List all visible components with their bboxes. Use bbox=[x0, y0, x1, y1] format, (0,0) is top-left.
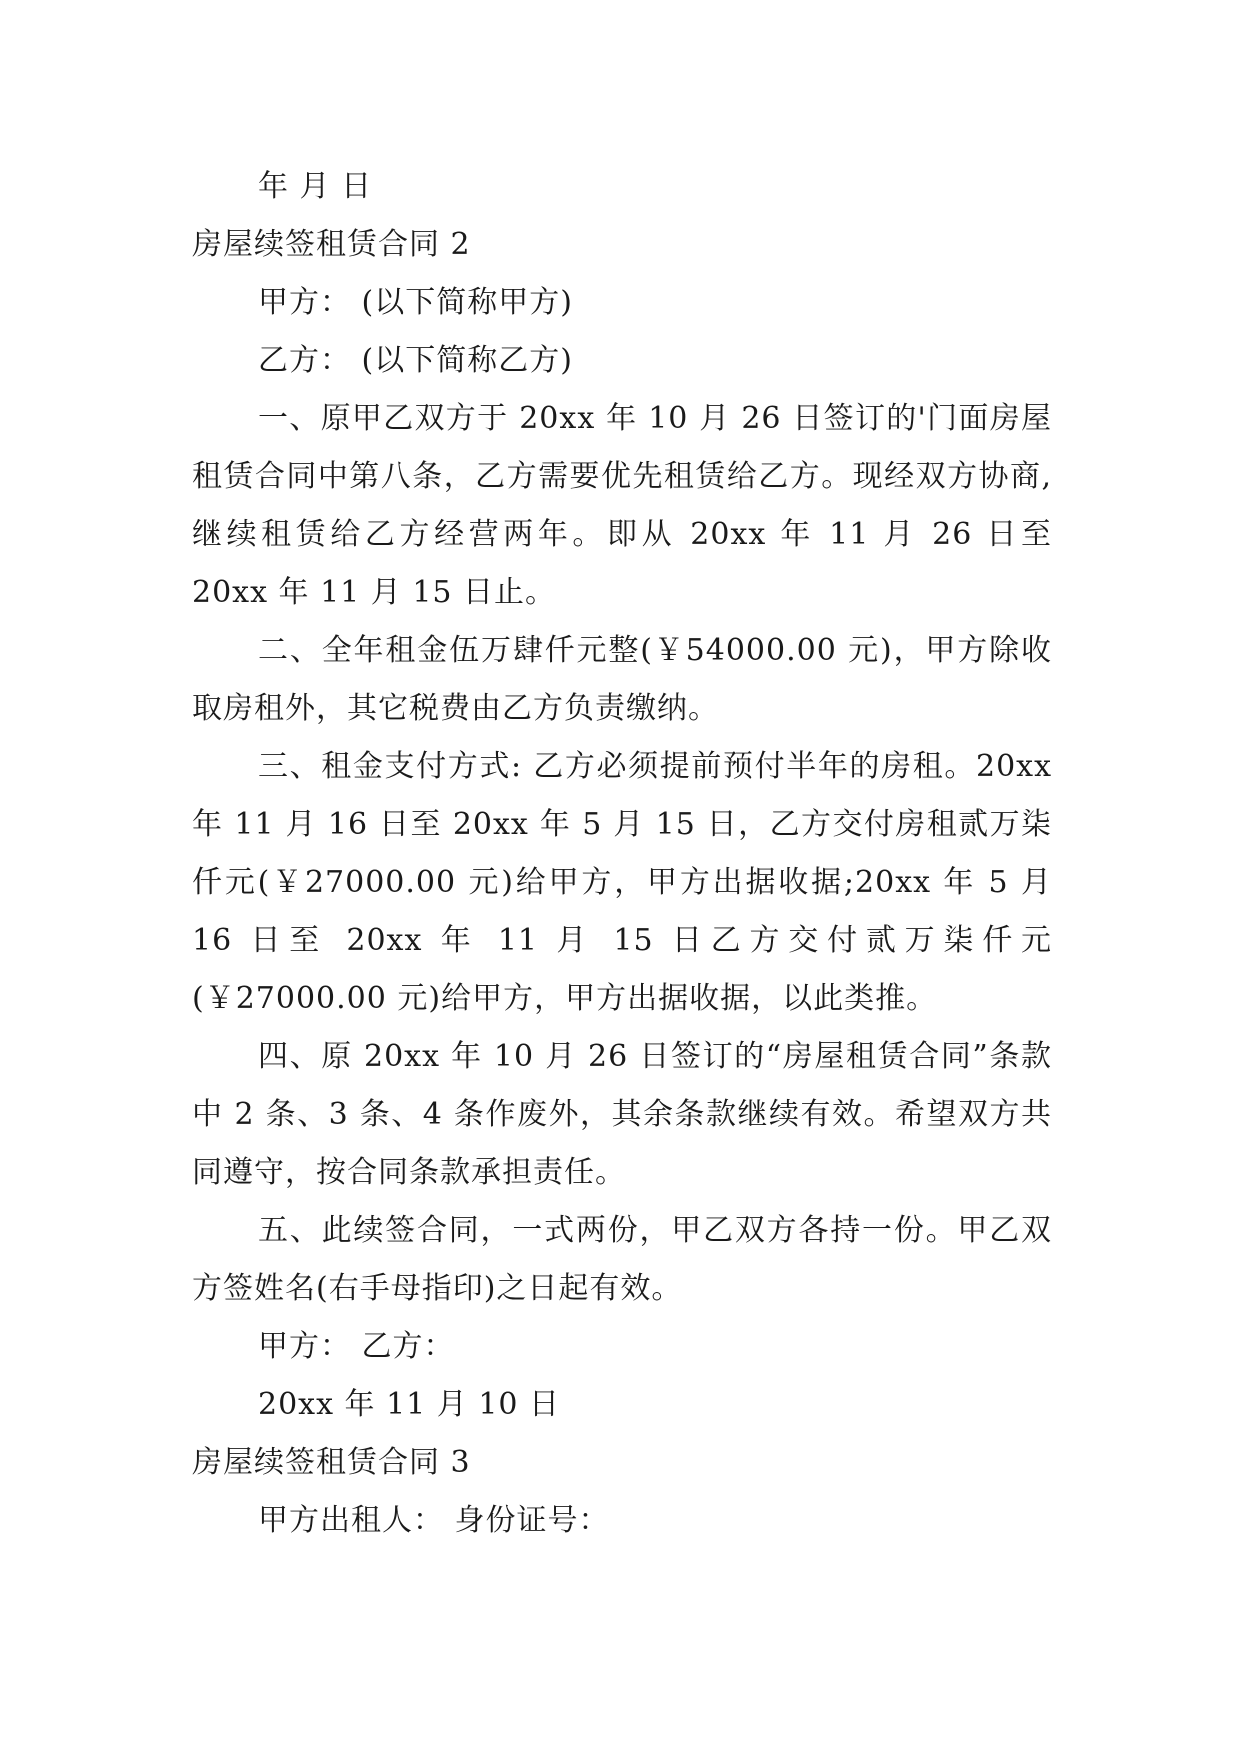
contract-title-2: 房屋续签租赁合同 2 bbox=[192, 227, 471, 262]
contract-title-3: 房屋续签租赁合同 3 bbox=[192, 1445, 471, 1480]
lessor-line: 甲方出租人： 身份证号： bbox=[258, 1503, 610, 1538]
clause-1: 一、原甲乙双方于 20xx 年 10 月 26 日签订的'门面房屋租赁合同中第八条，乙方需要优先租赁给乙方。现经双方协商,继续租赁给乙方经营两年。即从 20xx 年 11 月 26 日至 20xx 年 11 月 15 日止。 bbox=[192, 401, 1052, 610]
party-a-line: 甲方： (以下简称甲方) bbox=[258, 285, 573, 320]
party-b-line: 乙方： (以下简称乙方) bbox=[258, 343, 573, 378]
clause-3: 三、租金支付方式: 乙方必须提前预付半年的房租。20xx 年 11 月 16 日至 20xx 年 5 月 15 日，乙方交付房租贰万柒仟元(￥27000.00 元)给甲方，甲方出据收据;20xx 年 5 月 16 日至 20xx 年 11 月 15 日乙方交付贰万柒仟元(￥27000.00 元)给甲方，甲方出据收据，以此类推。 bbox=[192, 749, 1052, 1016]
date-line: 年 月 日 bbox=[258, 169, 373, 204]
clause-4: 四、原 20xx 年 10 月 26 日签订的“房屋租赁合同”条款中 2 条、3 条、4 条作废外，其余条款继续有效。希望双方共同遵守，按合同条款承担责任。 bbox=[192, 1039, 1052, 1190]
document-page bbox=[192, 158, 1052, 1550]
sign-date: 20xx 年 11 月 10 日 bbox=[258, 1387, 561, 1422]
clause-2: 二、全年租金伍万肆仟元整(￥54000.00 元)，甲方除收取房租外，其它税费由乙方负责缴纳。 bbox=[192, 633, 1052, 726]
signature-line: 甲方： 乙方： bbox=[258, 1329, 455, 1364]
clause-5: 五、此续签合同，一式两份，甲乙双方各持一份。甲乙双方签姓名(右手母指印)之日起有效。 bbox=[192, 1213, 1052, 1306]
